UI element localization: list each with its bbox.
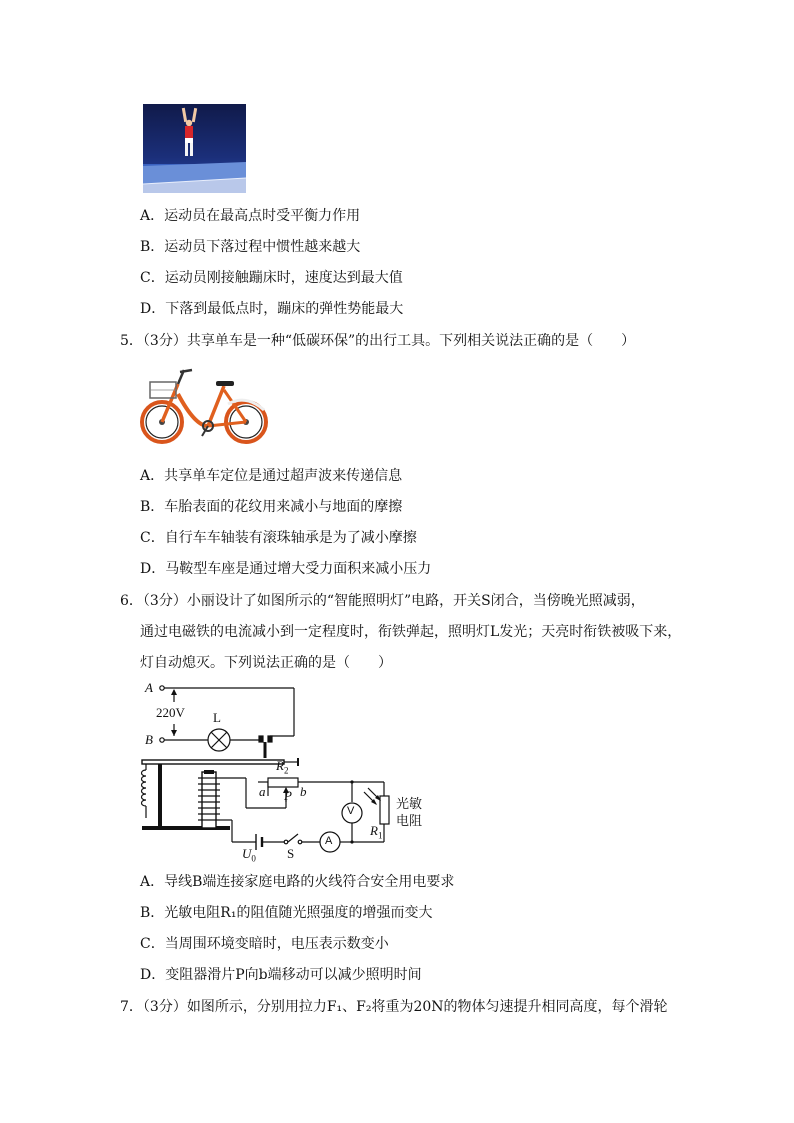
r1-label-sub: 1: [377, 830, 383, 841]
ammeter-label: A: [325, 835, 333, 847]
photoresistor-label-2: 电阻: [396, 814, 423, 829]
r2-label: [276, 758, 288, 776]
lamp-l-label: L: [213, 710, 221, 725]
terminal-b-label: B: [145, 732, 153, 747]
u0-label-sub: 0: [251, 853, 256, 864]
q6-stem-line-3: 灯自动熄灭。下列说法正确的是（ ）: [140, 655, 392, 671]
q6-stem-line-2: 通过电磁铁的电流减小到一定程度时，衔铁弹起，照明灯L发光；天亮时衔铁被吸下来，: [140, 624, 682, 640]
q6-stem-line-1: 6．（3分）小丽设计了如图所示的“智能照明灯”电路，开关S闭合，当傍晚光照减弱，: [120, 593, 645, 609]
r1-label-main: R: [370, 823, 378, 838]
r2-label-sub: 2: [283, 765, 289, 776]
q5-option-d: D．马鞍型车座是通过增大受力面积来减小压力: [140, 561, 432, 577]
slider-a-label: a: [259, 784, 266, 799]
u0-label-main: U: [242, 846, 252, 861]
q5-stem: 5．（3分）共享单车是一种“低碳环保”的出行工具。下列相关说法正确的是（ ）: [120, 333, 636, 349]
terminal-a-label: A: [145, 680, 153, 695]
switch-s-label: S: [287, 846, 295, 861]
q4-option-d: D．下落到最低点时，蹦床的弹性势能最大: [140, 301, 404, 317]
q5-option-c: C．自行车车轴装有滚珠轴承是为了减小摩擦: [140, 530, 417, 546]
slider-p-label: P: [284, 788, 292, 803]
r2-label-main: R: [276, 758, 284, 773]
q4-option-a: A．运动员在最高点时受平衡力作用: [140, 208, 361, 224]
q4-option-b: B．运动员下落过程中惯性越来越大: [140, 239, 361, 255]
u0-label: [242, 846, 256, 864]
bicycle-photo: [140, 364, 270, 450]
q4-option-c: C．运动员刚接触蹦床时，速度达到最大值: [140, 270, 403, 286]
q6-option-a: A．导线B端连接家庭电路的火线符合安全用电要求: [140, 874, 455, 890]
photoresistor-label-1: 光敏: [396, 797, 423, 812]
q6-option-b: B．光敏电阻R₁的阻值随光照强度的增强而变大: [140, 905, 433, 921]
slider-b-label: b: [300, 784, 307, 799]
voltmeter-label: V: [347, 805, 355, 817]
voltage-220v-label: 220V: [156, 705, 185, 720]
q6-option-c: C．当周围环境变暗时，电压表示数变小: [140, 936, 389, 952]
trampoline-photo: [143, 104, 246, 193]
r1-label: [370, 823, 382, 841]
q5-option-b: B．车胎表面的花纹用来减小与地面的摩擦: [140, 499, 403, 515]
q7-stem: 7．（3分）如图所示，分别用拉力F₁、F₂将重为20N的物体匀速提升相同高度，每个滑轮: [120, 999, 668, 1015]
q6-option-d: D．变阻器滑片P向b端移动可以减少照明时间: [140, 967, 422, 983]
circuit-diagram: [138, 678, 438, 866]
q5-option-a: A．共享单车定位是通过超声波来传递信息: [140, 468, 403, 484]
